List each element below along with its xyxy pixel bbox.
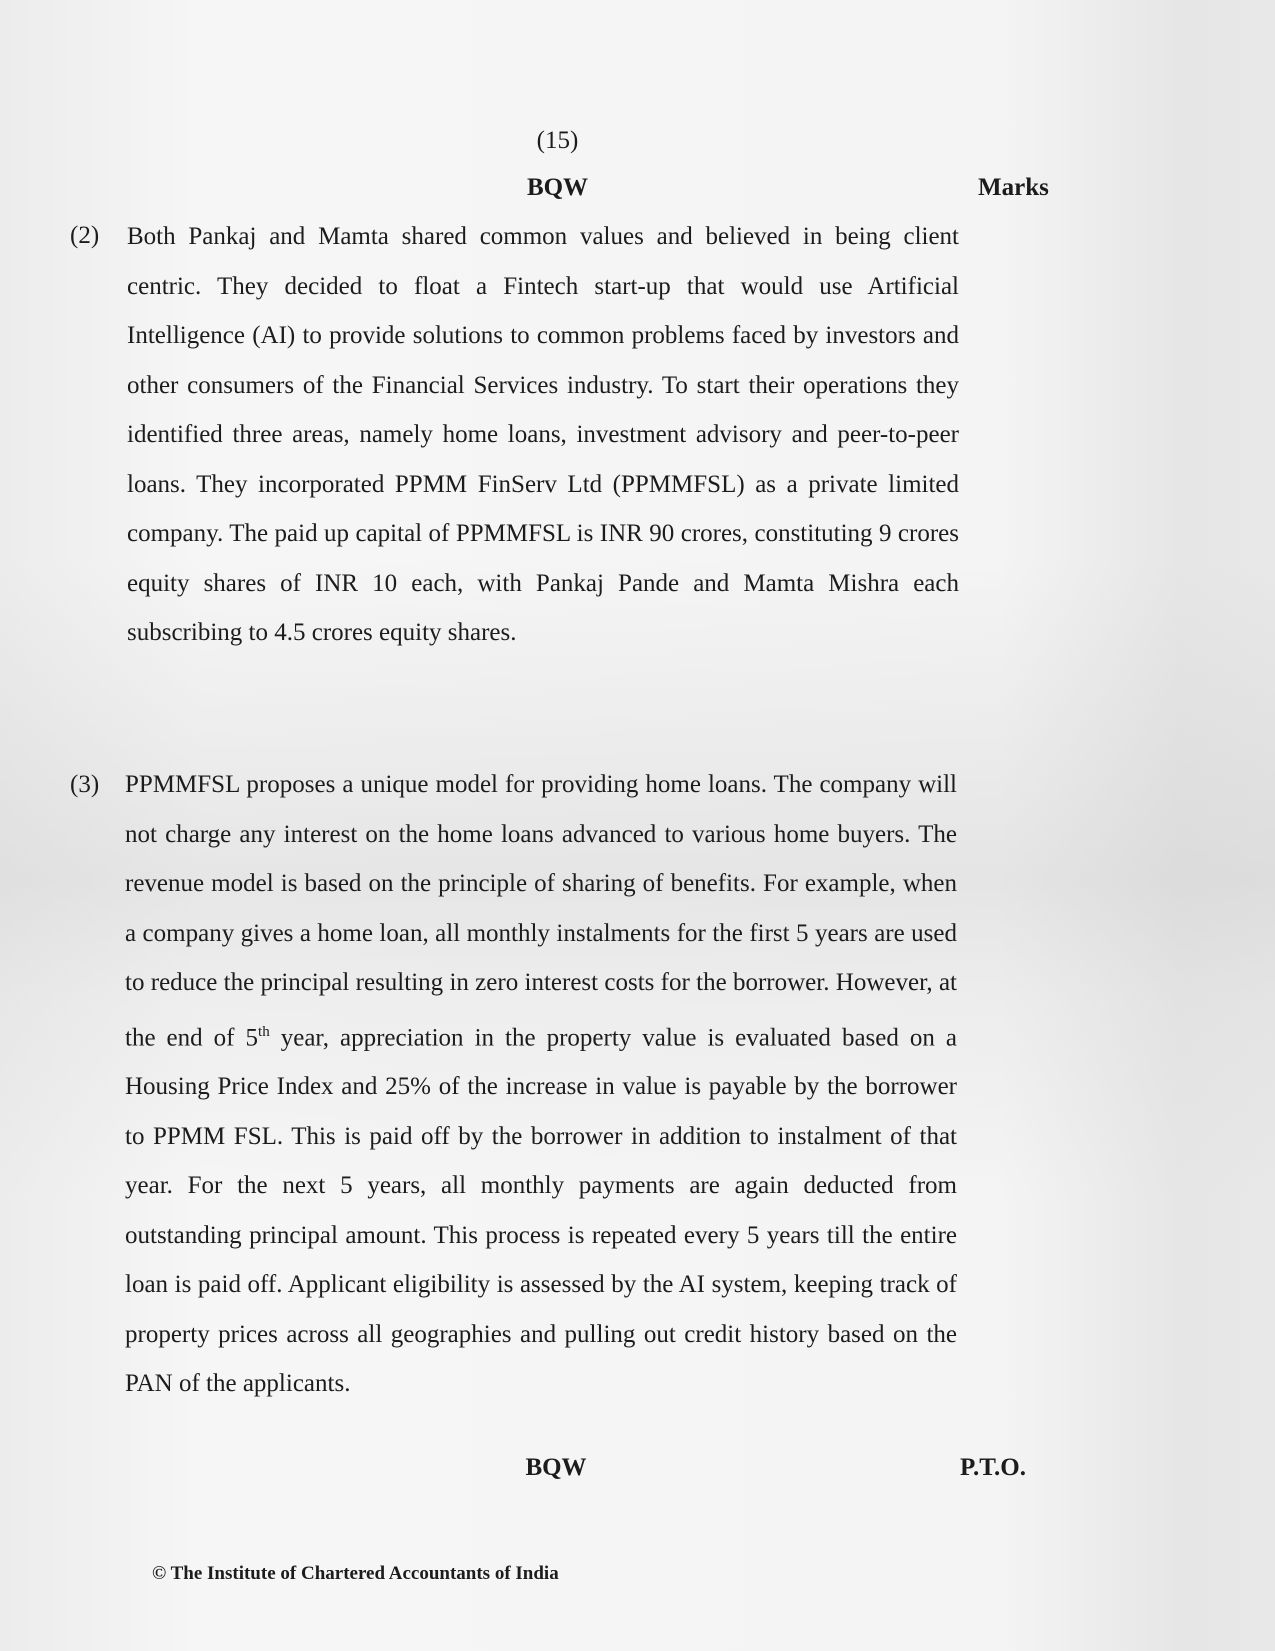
marks-column-label: Marks bbox=[978, 174, 1049, 201]
paragraph-text: year, appreciation in the property value is evaluated based on a Housing Price Index and 25% of the increase in value is payable by the borrower to PPMM FSL. This is paid off by the borrower in addition to instalment of that year. For the next 5 years, all monthly payments are again deducted from outstanding principal amount. This process is repeated every 5 years till the entire loan is paid off. Applicant eligibility is assessed by the AI system, keeping track of property prices across all geographies and pulling out credit history based on the PAN of the applicants. bbox=[125, 1023, 958, 1398]
question-item-paragraph bbox=[125, 760, 957, 1409]
question-item-paragraph: Both Pankaj and Mamta shared common values and believed in being client centric. They decided to float a Fintech start-up that would use Artificial Intelligence (AI) to provide solutions to common problems faced by investors and other consumers of the Financial Services industry. To start their operations they identified three areas, namely home loans, investment advisory and peer-to-peer loans. They incorporated PPMM FinServ Ltd (PPMMFSL) as a private limited company. The paid up capital of PPMMFSL is INR 90 crores, constituting 9 crores equity shares of INR 10 each, with Pankaj Pande and Mamta Mishra each subscribing to 4.5 crores equity shares. bbox=[127, 223, 959, 646]
question-item-number: (2) bbox=[70, 222, 100, 249]
paragraph-text: PPMMFSL proposes a unique model for providing home loans. The company will not charge any interest on the home loans advanced to various home buyers. The revenue model is based on the principle of sharing of benefits. For example, when a company gives a home loan, all monthly instalments for the first 5 years are used to reduce the principal resulting in zero interest costs for the borrower. However, at the end of 5 bbox=[125, 771, 957, 1051]
paper-code-header: BQW bbox=[526, 174, 589, 201]
paper-code-footer: BQW bbox=[525, 1454, 587, 1481]
please-turn-over-label: P.T.O. bbox=[960, 1454, 1026, 1481]
ordinal-superscript: th bbox=[258, 1023, 270, 1040]
page-number: (15) bbox=[536, 127, 579, 154]
copyright-notice: © The Institute of Chartered Accountants of India bbox=[152, 1563, 559, 1584]
question-item-number: (3) bbox=[70, 771, 100, 798]
